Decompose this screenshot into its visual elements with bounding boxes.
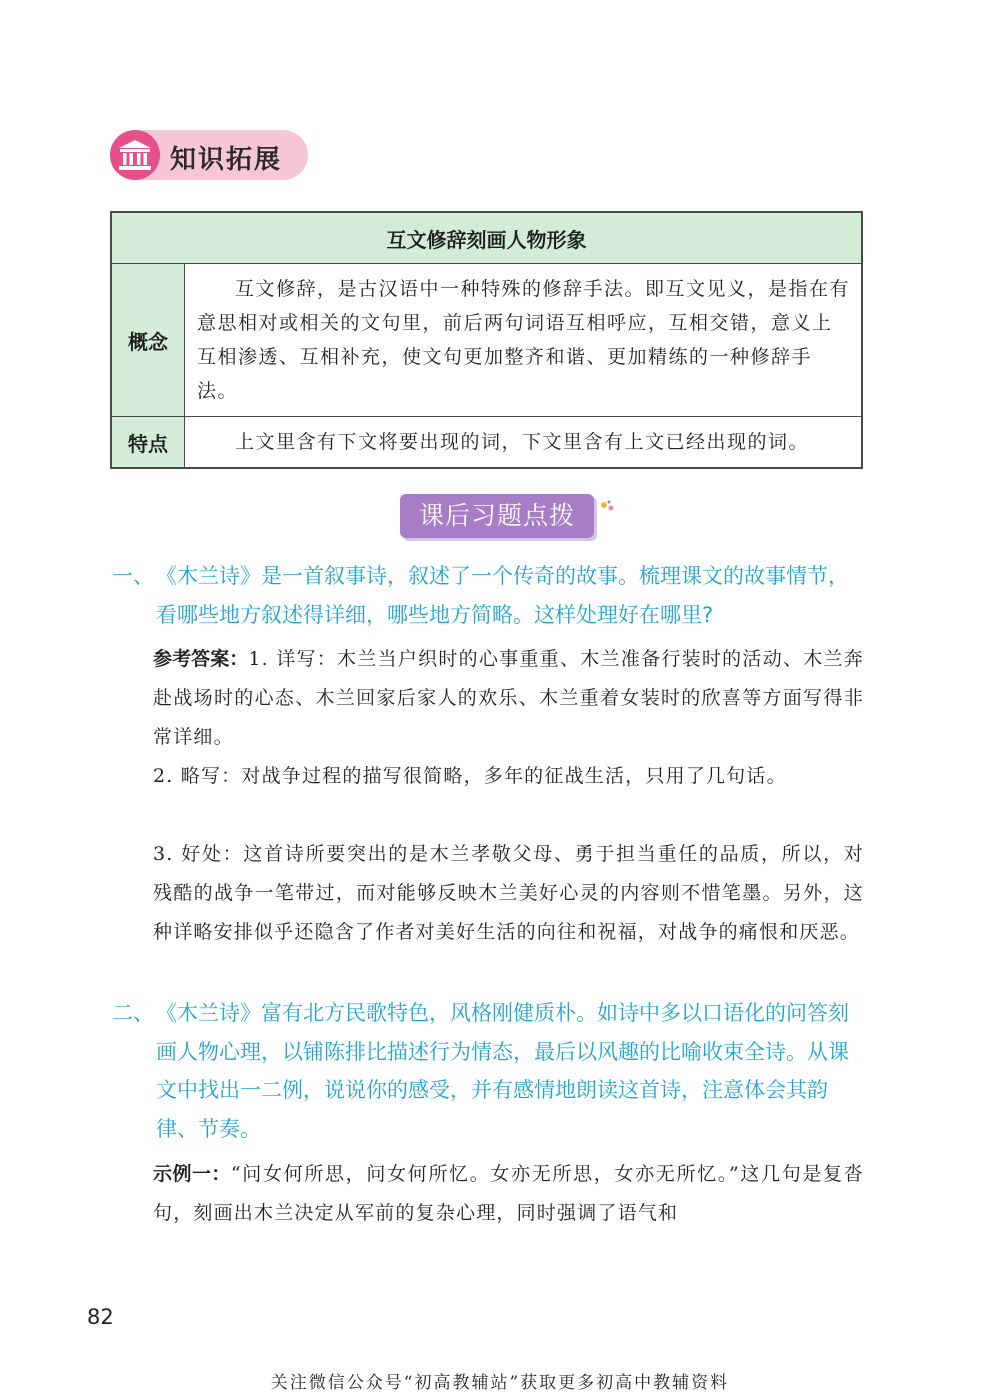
- sparkle-dots-icon: [600, 500, 618, 514]
- question-2-text: 《木兰诗》富有北方民歌特色，风格刚健质朴。如诗中多以口语化的问答刻画人物心理，以铺陈排比描述行为情态，最后以风趣的比喻收束全诗。从课文中找出一二例，说说你的感受，并有感情地朗读这首诗，注意体会其韵律、节奏。: [156, 1001, 849, 1141]
- feature-label: 特点: [111, 417, 185, 469]
- answer-lead: 参考答案：: [153, 648, 249, 670]
- museum-icon: [118, 139, 152, 171]
- table-title: 互文修辞刻画人物形象: [111, 212, 862, 264]
- example-lead: 示例一：: [153, 1163, 231, 1185]
- concept-label: 概念: [111, 264, 185, 417]
- exercise-section-title: 课后习题点拨: [418, 501, 575, 530]
- q1-answer-3: 3. 好处：这首诗所要突出的是木兰孝敬父母、勇于担当重任的品质，所以，对残酷的战争一笔带过，而对能够反映木兰美好心灵的内容则不惜笔墨。另外，这种详略安排似乎还隐含了作者对美好生活的向往和祝福，对战争的痛恨和厌恶。: [153, 843, 864, 943]
- q1-answer-1: [153, 640, 864, 757]
- page-number: 82: [87, 1305, 114, 1329]
- concept-text: 互文修辞，是古汉语中一种特殊的修辞手法。即互文见义，是指在有意思相对或相关的文句里，前后两句词语互相呼应，互相交错，意义上互相渗透、互相补充，使文句更加整齐和谐、更加精练的一种修辞手法。: [185, 264, 863, 417]
- question-2: [112, 994, 864, 1148]
- q2-example-1: [153, 1155, 864, 1233]
- example-1-text: “问女何所思，问女何所忆。女亦无所思，女亦无所忆。”这几句是复沓句，刻画出木兰决定从军前的复杂心理，同时强调了语气和: [153, 1163, 864, 1224]
- badge-circle: [110, 130, 160, 180]
- question-1-number: 一、: [112, 564, 154, 588]
- exercise-section-badge: [400, 494, 594, 538]
- question-1-text: 《木兰诗》是一首叙事诗，叙述了一个传奇的故事。梳理课文的故事情节，看哪些地方叙述得详细，哪些地方简略。这样处理好在哪里?: [156, 564, 849, 627]
- question-2-number: 二、: [112, 1001, 154, 1025]
- knowledge-section-badge: [110, 130, 308, 180]
- question-1: [112, 557, 864, 634]
- q1-answer-2: 2. 略写：对战争过程的描写很简略，多年的征战生活，只用了几句话。: [153, 765, 787, 787]
- feature-text: 上文里含有下文将要出现的词，下文里含有上文已经出现的词。: [185, 417, 863, 469]
- knowledge-table: [110, 211, 863, 469]
- answer-1-text: 1. 详写：木兰当户织时的心事重重、木兰准备行装时的活动、木兰奔赴战场时的心态、木兰回家后家人的欢乐、木兰重着女装时的欣喜等方面写得非常详细。: [153, 648, 864, 748]
- footer-note: 关注微信公众号“初高教辅站”获取更多初高中教辅资料: [270, 1373, 730, 1393]
- knowledge-section-title: 知识拓展: [170, 145, 283, 175]
